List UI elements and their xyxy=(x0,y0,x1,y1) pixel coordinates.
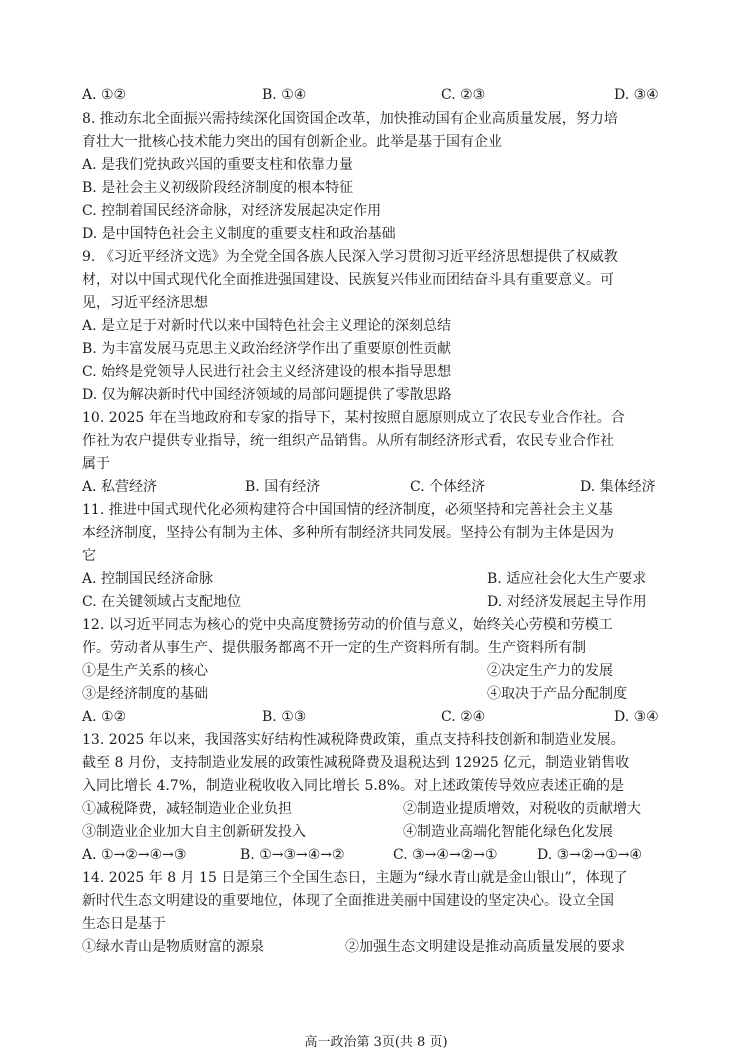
question-9-stem-line: 见，习近平经济思想 xyxy=(82,295,208,311)
question-14-stem-line: 14. 2025 年 8 月 15 日是第三个全国生态日，主题为“绿水青山就是金山银山”，体现了 xyxy=(82,870,628,886)
question-13-option-d: D. ③→②→①→④ xyxy=(537,847,643,863)
question-12-option-d: D. ③④ xyxy=(614,709,659,725)
question-13-stem-line: 入同比增长 4.7%，制造业税收收入同比增长 5.8%。对上述政策传导效应表述正确的是 xyxy=(82,778,625,794)
page-footer: 高一政治第 3页(共 8 页) xyxy=(304,1035,448,1050)
question-8-stem-line: 育壮大一批核心技术能力突出的国有创新企业。此举是基于国有企业 xyxy=(82,134,502,150)
question-11-stem-line: 本经济制度，坚持公有制为主体、多种所有制经济共同发展。坚持公有制为主体是因为 xyxy=(82,525,614,541)
question-12-option-b: B. ①③ xyxy=(262,709,307,725)
option-d: D. ③④ xyxy=(614,87,659,103)
question-10-option-b: B. 国有经济 xyxy=(245,479,321,495)
question-10-option-c: C. 个体经济 xyxy=(410,479,486,495)
question-9-option-b: B. 为丰富发展马克思主义政治经济学作出了重要原创性贡献 xyxy=(82,341,452,357)
question-11-stem-line: 它 xyxy=(82,548,96,564)
question-13-item-3: ③制造业企业加大自主创新研发投入 xyxy=(82,824,306,840)
question-11-option-b: B. 适应社会化大生产要求 xyxy=(487,571,647,587)
question-10-option-a: A. 私营经济 xyxy=(82,479,158,495)
question-8-option-d: D. 是中国特色社会主义制度的重要支柱和政治基础 xyxy=(82,226,396,242)
question-13-item-1: ①减税降费，减轻制造业企业负担 xyxy=(82,801,292,817)
question-12-option-c: C. ②④ xyxy=(441,709,486,725)
question-13-stem-line: 13. 2025 年以来，我国落实好结构性减税降费政策，重点支持科技创新和制造业发展。 xyxy=(82,732,625,748)
question-8-stem-line: 8. 推动东北全面振兴需持续深化国资国企改革，加快推动国有企业高质量发展，努力培 xyxy=(82,111,618,127)
question-9-option-a: A. 是立足于对新时代以来中国特色社会主义理论的深刻总结 xyxy=(82,318,452,334)
question-13-option-b: B. ①→③→④→② xyxy=(240,847,345,863)
question-13-stem-line: 截至 8 月份，支持制造业发展的政策性减税降费及退税达到 12925 亿元，制造业销售收 xyxy=(82,755,630,771)
question-14-item-2: ②加强生态文明建设是推动高质量发展的要求 xyxy=(345,939,625,955)
question-11-option-a: A. 控制国民经济命脉 xyxy=(82,571,214,587)
option-b: B. ①④ xyxy=(262,87,307,103)
question-13-option-c: C. ③→④→②→① xyxy=(393,847,498,863)
question-13-item-4: ④制造业高端化智能化绿色化发展 xyxy=(403,824,613,840)
question-9-option-d: D. 仅为解决新时代中国经济领域的局部问题提供了零散思路 xyxy=(82,387,452,403)
question-9-stem-line: 材，对以中国式现代化全面推进强国建设、民族复兴伟业而团结奋斗具有重要意义。可 xyxy=(82,272,614,288)
question-10-stem-line: 10. 2025 年在当地政府和专家的指导下，某村按照自愿原则成立了农民专业合作社。合 xyxy=(82,410,625,426)
question-13-item-2: ②制造业提质增效，对税收的贡献增大 xyxy=(403,801,641,817)
question-10-stem-line: 作社为农户提供专业指导，统一组织产品销售。从所有制经济形式看，农民专业合作社 xyxy=(82,433,614,449)
question-8-option-a: A. 是我们党执政兴国的重要支柱和依靠力量 xyxy=(82,157,354,173)
question-12-item-2: ②决定生产力的发展 xyxy=(487,663,613,679)
question-11-option-d: D. 对经济发展起主导作用 xyxy=(487,594,647,610)
question-9-stem-line: 9. 《习近平经济文选》为全党全国各族人民深入学习贯彻习近平经济思想提供了权威教 xyxy=(82,249,618,265)
question-11-stem-line: 11. 推进中国式现代化必须构建符合中国国情的经济制度，必须坚持和完善社会主义基 xyxy=(82,502,613,518)
question-14-stem-line: 生态日是基于 xyxy=(82,916,166,932)
question-12-stem-line: 12. 以习近平同志为核心的党中央高度赞扬劳动的价值与意义，始终关心劳模和劳模工 xyxy=(82,617,613,633)
question-9-option-c: C. 始终是党领导人民进行社会主义经济建设的根本指导思想 xyxy=(82,364,452,380)
question-8-option-b: B. 是社会主义初级阶段经济制度的根本特征 xyxy=(82,180,354,196)
option-a: A. ①② xyxy=(82,87,127,103)
question-14-stem-line: 新时代生态文明建设的重要地位，体现了全面推进美丽中国建设的坚定决心。设立全国 xyxy=(82,893,614,909)
question-13-option-a: A. ①→②→④→③ xyxy=(82,847,187,863)
question-12-option-a: A. ①② xyxy=(82,709,127,725)
question-12-item-3: ③是经济制度的基础 xyxy=(82,686,208,702)
question-8-option-c: C. 控制着国民经济命脉，对经济发展起决定作用 xyxy=(82,203,382,219)
question-12-item-4: ④取决于产品分配制度 xyxy=(487,686,627,702)
question-12-item-1: ①是生产关系的核心 xyxy=(82,663,208,679)
question-12-stem-line: 作。劳动者从事生产、提供服务都离不开一定的生产资料所有制。生产资料所有制 xyxy=(82,640,586,656)
question-11-option-c: C. 在关键领域占支配地位 xyxy=(82,594,242,610)
question-14-item-1: ①绿水青山是物质财富的源泉 xyxy=(82,939,264,955)
question-10-option-d: D. 集体经济 xyxy=(580,479,656,495)
question-10-stem-line: 属于 xyxy=(82,456,110,472)
option-c: C. ②③ xyxy=(441,87,486,103)
